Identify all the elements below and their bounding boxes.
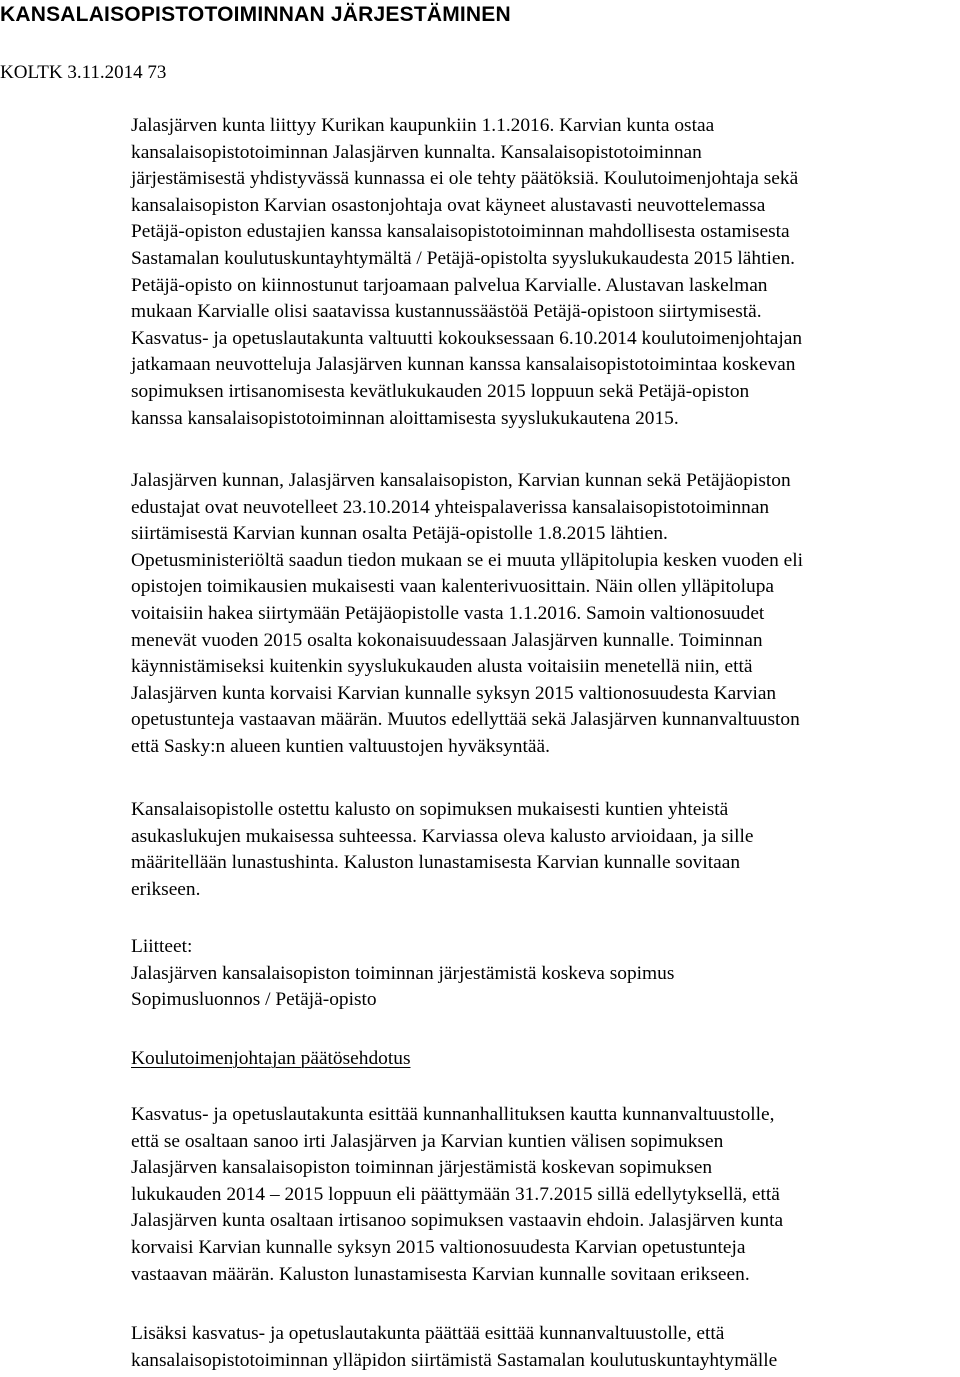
text-line: että Sasky:n alueen kuntien valtuustojen hyväksyntää. xyxy=(131,735,550,757)
text-line: edustajat ovat neuvotelleet 23.10.2014 yhteispalaverissa kansalaisopistotoiminnan xyxy=(131,496,770,518)
text-line: Petäjä-opiston edustajien kanssa kansalaisopistotoiminnan mahdollisesta ostamisesta xyxy=(131,221,790,243)
text-line: menevät vuoden 2015 osalta kokonaisuudessaan Jalasjärven kunnalle. Toiminnan xyxy=(131,629,763,651)
text-line: mukaan Karvialle olisi saatavissa kustannussäästöä Petäjä-opistoon siirtymisestä. xyxy=(131,301,762,323)
text-line: Kasvatus- ja opetuslautakunta esittää kunnanhallituksen kautta kunnanvaltuustolle, xyxy=(131,1104,775,1125)
proposal-heading-block xyxy=(131,1046,960,1073)
attachment-item: Sopimusluonnos / Petäjä-opisto xyxy=(131,989,377,1011)
text-line: Sastamalan koulutuskuntayhtymältä / Petäjä-opistolta syyslukukaudesta 2015 lähtien. xyxy=(131,247,796,269)
text-line: järjestämisestä yhdistyvässä kunnassa ei ole tehty päätöksiä. Koulutoimenjohtaja sekä xyxy=(131,168,799,190)
text-line: määritellään lunastushinta. Kaluston lunastamisesta Karvian kunnalle sovitaan xyxy=(131,852,741,874)
text-line: erikseen. xyxy=(131,878,201,900)
text-line: käynnistämiseksi kuitenkin syyslukukauden alusta voitaisiin menetellä niin, että xyxy=(131,656,753,678)
meeting-reference: KOLTK 3.11.2014 73 xyxy=(0,62,167,83)
text-line: asukaslukujen mukaisessa suhteessa. Karviassa oleva kalusto arvioidaan, ja sille xyxy=(131,825,754,847)
text-line: Jalasjärven kunta korvaisi Karvian kunnalle syksyn 2015 valtionosuudesta Karvian xyxy=(131,682,777,704)
proposal-paragraph-2 xyxy=(131,1321,960,1374)
paragraph-background xyxy=(131,113,960,432)
attachment-item: Jalasjärven kansalaisopiston toiminnan järjestämistä koskeva sopimus xyxy=(131,962,675,984)
attachments-section xyxy=(131,934,960,1014)
text-line: Jalasjärven kunta liittyy Kurikan kaupunkiin 1.1.2016. Karvian kunta ostaa xyxy=(131,115,715,136)
text-line: opetustunteja vastaavan määrän. Muutos edellyttää sekä Jalasjärven kunnanvaltuuston xyxy=(131,709,800,731)
text-line: Opetusministeriöltä saadun tiedon mukaan se ei muuta ylläpitolupia kesken vuoden eli xyxy=(131,549,804,571)
text-line: vastaavan määrän. Kaluston lunastamisesta Karvian kunnalle sovitaan erikseen. xyxy=(131,1263,750,1285)
text-line: että se osaltaan sanoo irti Jalasjärven ja Karvian kuntien välisen sopimuksen xyxy=(131,1130,724,1152)
attachments-label: Liitteet: xyxy=(131,936,193,957)
proposal-paragraph-1 xyxy=(131,1102,960,1288)
text-line: opistojen toimikausien mukaisesti vaan kalenterivuosittain. Näin ollen ylläpitolupa xyxy=(131,576,774,598)
text-line: korvaisi Karvian kunnalle syksyn 2015 valtionosuudesta Karvian opetustunteja xyxy=(131,1236,746,1258)
text-line: Jalasjärven kunta osaltaan irtisanoo sopimuksen vastaavin ehdoin. Jalasjärven kunta xyxy=(131,1210,784,1232)
text-line: kansalaisopiston Karvian osastonjohtaja ovat käyneet alustavasti neuvottelemassa xyxy=(131,194,766,216)
text-line: sopimuksen irtisanomisesta kevätlukukauden 2015 loppuun sekä Petäjä-opiston xyxy=(131,380,750,402)
proposal-heading: Koulutoimenjohtajan päätösehdotus xyxy=(131,1048,411,1069)
text-line: kansalaisopistotoiminnan Jalasjärven kunnalta. Kansalaisopistotoiminnan xyxy=(131,141,702,163)
text-line: jatkamaan neuvotteluja Jalasjärven kunnan kanssa kansalaisopistotoimintaa koskevan xyxy=(131,354,796,376)
text-line: lukukauden 2014 – 2015 loppuun eli päättymään 31.7.2015 sillä edellytyksellä, että xyxy=(131,1183,780,1205)
text-line: Jalasjärven kunnan, Jalasjärven kansalaisopiston, Karvian kunnan sekä Petäjäopiston xyxy=(131,470,791,491)
paragraph-equipment xyxy=(131,797,960,903)
text-line: kanssa kansalaisopistotoiminnan aloittamisesta syyslukukautena 2015. xyxy=(131,407,679,429)
text-line: siirtämisestä Karvian kunnan osalta Petäjä-opistolle 1.8.2015 lähtien. xyxy=(131,523,668,545)
text-line: kansalaisopistotoiminnan ylläpidon siirtämistä Sastamalan koulutuskuntayhtymälle xyxy=(131,1349,778,1371)
text-line: Lisäksi kasvatus- ja opetuslautakunta päättää esittää kunnanvaltuustolle, että xyxy=(131,1323,725,1344)
text-line: voitaisiin hakea siirtymään Petäjäopistolle vasta 1.1.2016. Samoin valtionosuudet xyxy=(131,602,765,624)
text-line: Kansalaisopistolle ostettu kalusto on sopimuksen mukaisesti kuntien yhteistä xyxy=(131,799,729,820)
text-line: Jalasjärven kansalaisopiston toiminnan järjestämistä koskevan sopimuksen xyxy=(131,1157,713,1179)
document-title: KANSALAISOPISTOTOIMINNAN JÄRJESTÄMINEN xyxy=(0,3,511,26)
paragraph-negotiations xyxy=(131,468,960,761)
text-line: Kasvatus- ja opetuslautakunta valtuutti kokouksessaan 6.10.2014 koulutoimenjohtajan xyxy=(131,327,803,349)
text-line: Petäjä-opisto on kiinnostunut tarjoamaan palvelua Karvialle. Alustavan laskelman xyxy=(131,274,768,296)
